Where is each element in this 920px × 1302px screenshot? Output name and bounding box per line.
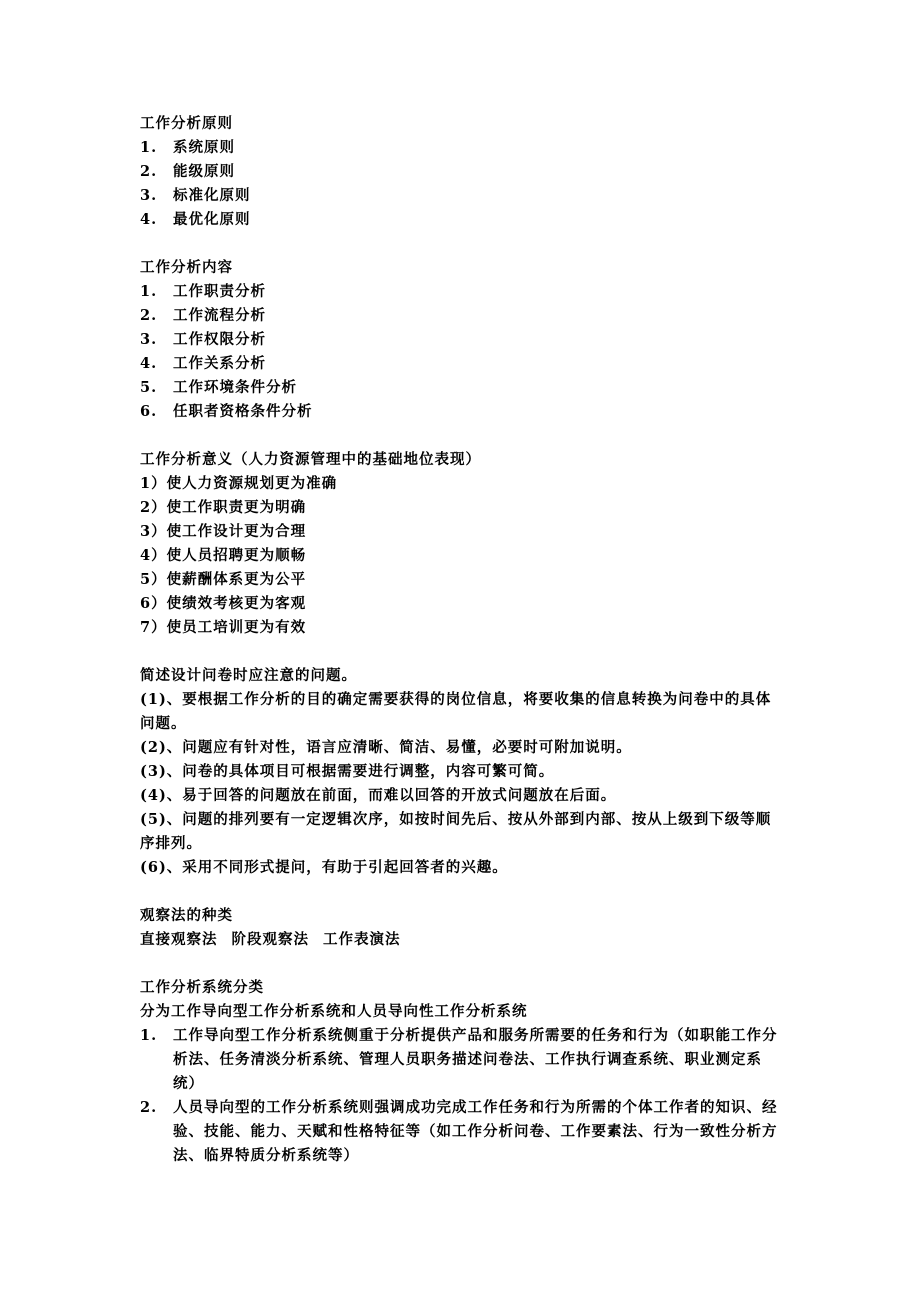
list-item [140, 1096, 780, 1168]
list-text: 工作职责分析 [173, 283, 266, 300]
list-number: 1. [140, 139, 158, 156]
method-item: 直接观察法 [140, 931, 218, 948]
list-item [140, 352, 780, 376]
questionnaire-heading: 简述设计问卷时应注意的问题。 [140, 667, 357, 684]
spacer [140, 232, 780, 256]
content-heading: 工作分析内容 [140, 259, 233, 276]
list-number: 2. [140, 163, 158, 180]
systems-heading: 工作分析系统分类 [140, 979, 264, 996]
list-item [140, 304, 780, 328]
spacer [140, 880, 780, 904]
list-text: 工作权限分析 [173, 331, 266, 348]
list-text: 工作环境条件分析 [173, 379, 297, 396]
list-item [140, 160, 780, 184]
list-item [140, 208, 780, 232]
spacer [140, 640, 780, 664]
list-item: 1）使人力资源规划更为准确 [140, 475, 338, 492]
list-item [140, 280, 780, 304]
list-item [140, 328, 780, 352]
list-item: (5)、问题的排列要有一定逻辑次序，如按时间先后、按从外部到内部、按从上级到下级等顺序排列。 [140, 811, 772, 852]
list-item [140, 136, 780, 160]
list-number: 5. [140, 379, 158, 396]
list-item: 5）使薪酬体系更为公平 [140, 571, 307, 588]
list-item: 6）使绩效考核更为客观 [140, 595, 307, 612]
list-number: 3. [140, 187, 158, 204]
spacer [140, 952, 780, 976]
observation-methods [140, 928, 780, 952]
list-item: 2）使工作职责更为明确 [140, 499, 307, 516]
list-text: 系统原则 [173, 139, 235, 156]
list-item [140, 1024, 780, 1096]
list-item: (3)、问卷的具体项目可根据需要进行调整，内容可繁可简。 [140, 763, 555, 780]
list-item [140, 184, 780, 208]
list-item: 4）使人员招聘更为顺畅 [140, 547, 307, 564]
list-number: 1. [140, 1027, 158, 1044]
list-item: (1)、要根据工作分析的目的确定需要获得的岗位信息，将要收集的信息转换为问卷中的具体问题。 [140, 691, 772, 732]
significance-heading: 工作分析意义（人力资源管理中的基础地位表现） [140, 451, 481, 468]
list-number: 1. [140, 283, 158, 300]
list-number: 4. [140, 355, 158, 372]
list-number: 2. [140, 1099, 158, 1116]
list-text: 工作关系分析 [173, 355, 266, 372]
list-number: 6. [140, 403, 158, 420]
list-text: 标准化原则 [173, 187, 251, 204]
list-number: 3. [140, 331, 158, 348]
list-number: 2. [140, 307, 158, 324]
list-text: 能级原则 [173, 163, 235, 180]
spacer [140, 424, 780, 448]
list-text: 最优化原则 [173, 211, 251, 228]
document-page [140, 112, 780, 1168]
list-text: 工作流程分析 [173, 307, 266, 324]
list-text: 任职者资格条件分析 [173, 403, 313, 420]
method-item: 阶段观察法 [231, 931, 309, 948]
method-item: 工作表演法 [323, 931, 401, 948]
list-number: 4. [140, 211, 158, 228]
list-item [140, 400, 780, 424]
observation-heading: 观察法的种类 [140, 907, 233, 924]
list-item: 3）使工作设计更为合理 [140, 523, 307, 540]
list-text: 人员导向型的工作分析系统则强调成功完成工作任务和行为所需的个体工作者的知识、经验、技能、能力、天赋和性格特征等（如工作分析问卷、工作要素法、行为一致性分析方法、临界特质分析系统等） [173, 1099, 778, 1164]
list-item: (4)、易于回答的问题放在前面，而难以回答的开放式问题放在后面。 [140, 787, 617, 804]
list-item: (6)、采用不同形式提问，有助于引起回答者的兴趣。 [140, 859, 508, 876]
principles-heading: 工作分析原则 [140, 115, 233, 132]
list-item: 7）使员工培训更为有效 [140, 619, 307, 636]
list-item [140, 376, 780, 400]
list-text: 工作导向型工作分析系统侧重于分析提供产品和服务所需要的任务和行为（如职能工作分析法、任务清淡分析系统、管理人员职务描述问卷法、工作执行调查系统、职业测定系统） [173, 1027, 778, 1092]
list-item: (2)、问题应有针对性，语言应清晰、简洁、易懂，必要时可附加说明。 [140, 739, 632, 756]
systems-intro: 分为工作导向型工作分析系统和人员导向性工作分析系统 [140, 1003, 528, 1020]
